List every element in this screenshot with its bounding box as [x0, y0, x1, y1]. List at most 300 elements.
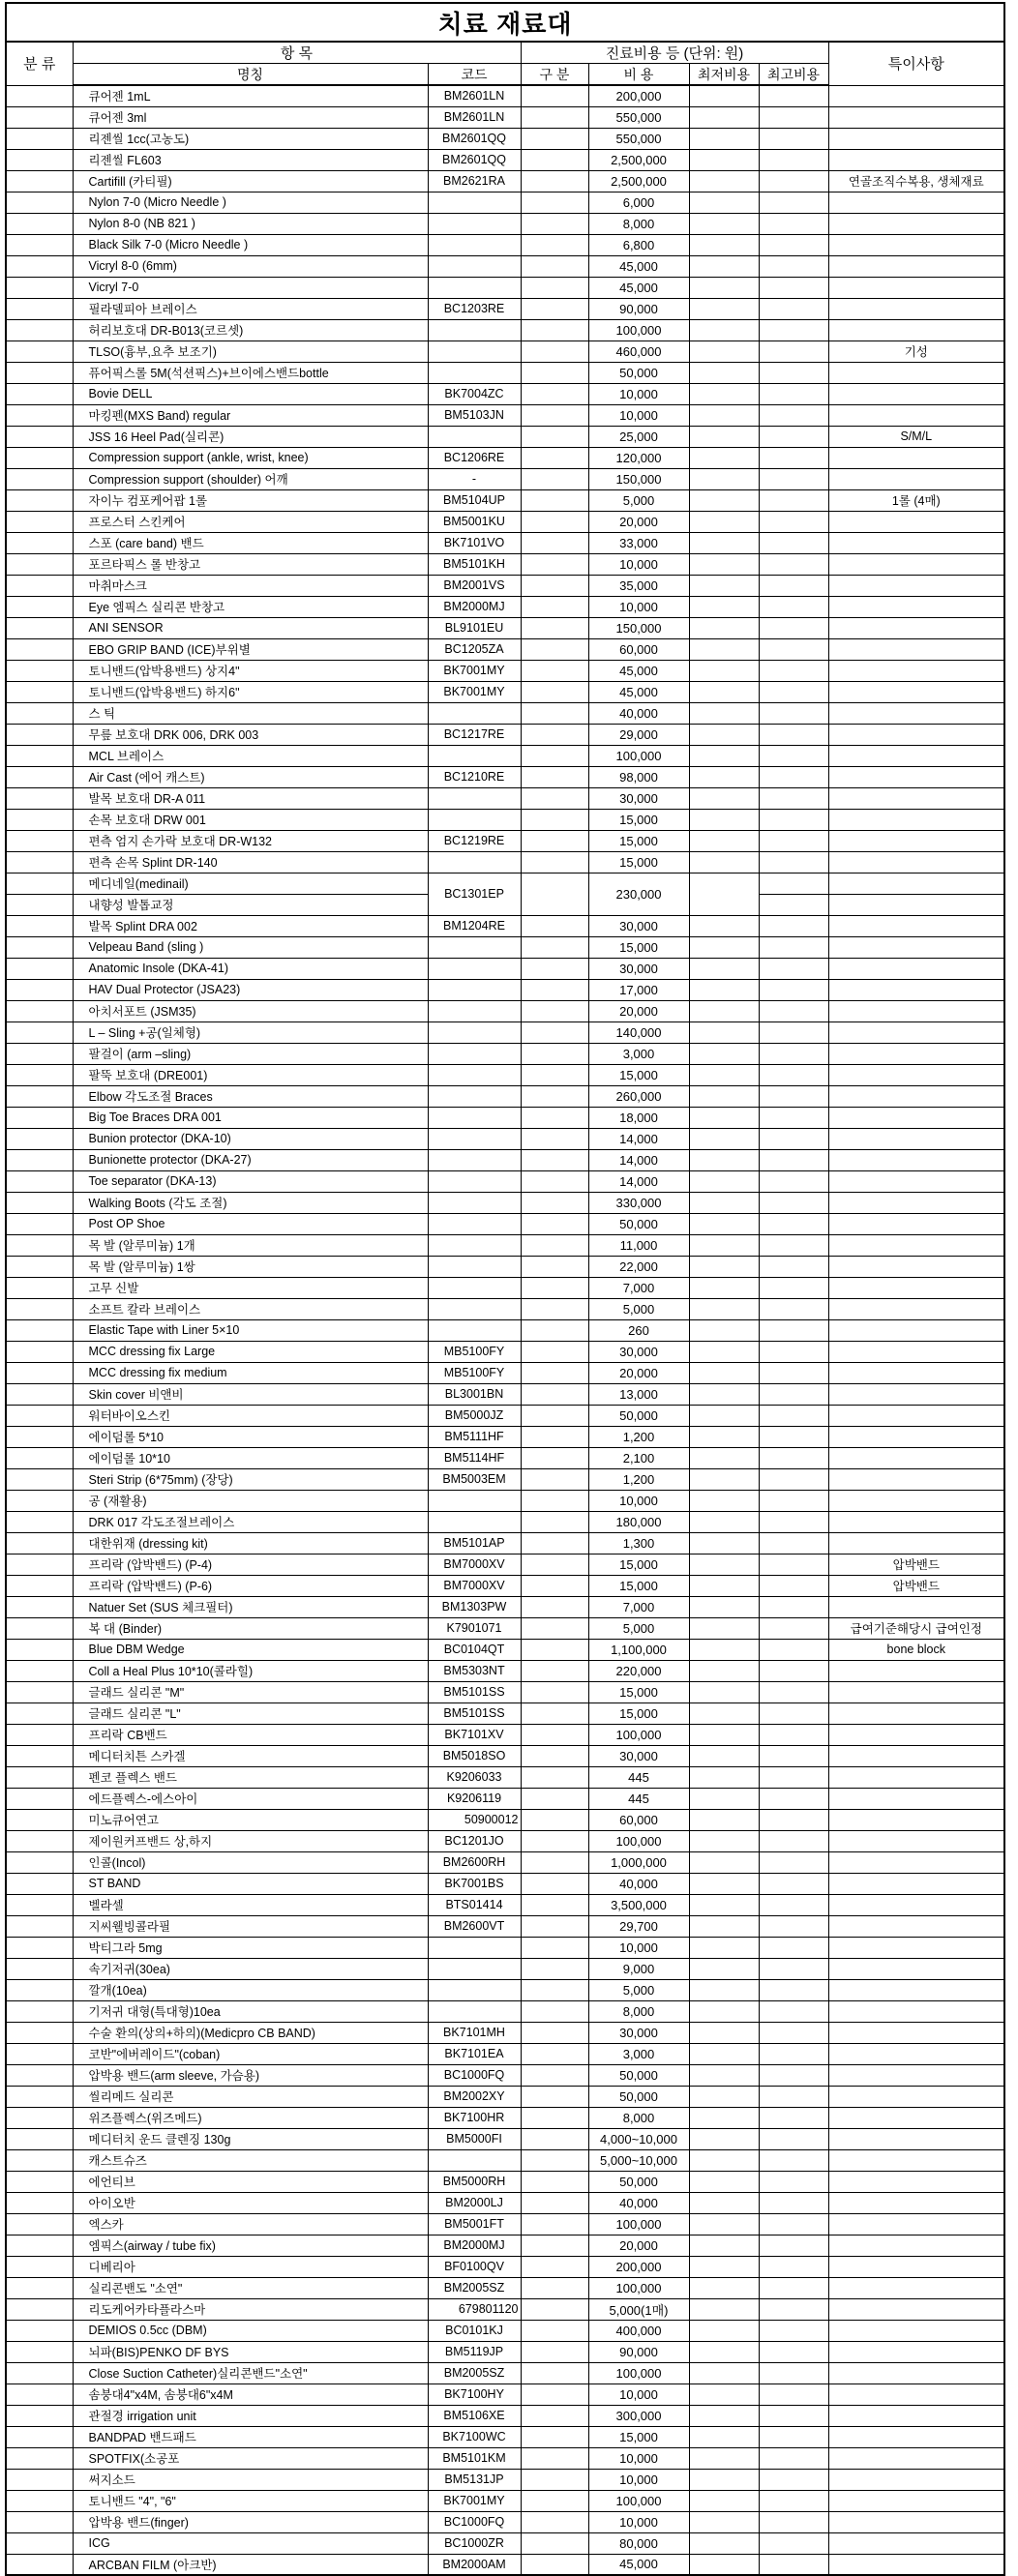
table-row — [6, 617, 1004, 638]
table-row — [6, 1532, 1004, 1554]
category-cell — [6, 787, 73, 809]
max-cost-cell — [759, 511, 828, 532]
notes-cell — [828, 1043, 1004, 1064]
cost-cell: 150,000 — [588, 617, 689, 638]
cost-cell: 29,000 — [588, 724, 689, 745]
min-cost-cell — [689, 2022, 759, 2043]
division-cell — [521, 2469, 588, 2490]
category-cell — [6, 2469, 73, 2490]
notes-cell — [828, 596, 1004, 617]
cost-cell: 3,000 — [588, 1043, 689, 1064]
item-name-cell: Compression support (shoulder) 어깨 — [73, 468, 428, 489]
division-cell — [521, 1298, 588, 1319]
column-header-code: 코드 — [428, 64, 521, 86]
division-cell — [521, 915, 588, 936]
min-cost-cell — [689, 255, 759, 277]
table-row — [6, 1639, 1004, 1660]
table-row — [6, 2405, 1004, 2426]
division-cell — [521, 277, 588, 298]
notes-cell — [828, 2532, 1004, 2554]
min-cost-cell — [689, 2341, 759, 2362]
table-row — [6, 1851, 1004, 1873]
max-cost-cell — [759, 298, 828, 319]
max-cost-cell — [759, 532, 828, 553]
min-cost-cell — [689, 468, 759, 489]
item-name-cell: 글래드 실리콘 "M" — [73, 1681, 428, 1703]
notes-cell — [828, 1234, 1004, 1256]
min-cost-cell — [689, 1703, 759, 1724]
table-row — [6, 85, 1004, 106]
division-cell — [521, 2128, 588, 2149]
table-row — [6, 1511, 1004, 1532]
division-cell — [521, 553, 588, 575]
max-cost-cell — [759, 617, 828, 638]
item-name-cell: 목 발 (알루미늄) 1개 — [73, 1234, 428, 1256]
item-name-cell: 에드플렉스-에스아이 — [73, 1788, 428, 1809]
item-name-cell: 스 틱 — [73, 702, 428, 724]
category-cell — [6, 1149, 73, 1170]
item-code-cell: BL3001BN — [428, 1383, 521, 1405]
max-cost-cell — [759, 1383, 828, 1405]
item-code-cell: BM5114HF — [428, 1447, 521, 1468]
table-row — [6, 681, 1004, 702]
notes-cell — [828, 298, 1004, 319]
min-cost-cell — [689, 2171, 759, 2192]
max-cost-cell — [759, 979, 828, 1000]
item-name-cell: 지씨웰빙콜라필 — [73, 1915, 428, 1937]
cost-cell: 14,000 — [588, 1170, 689, 1192]
category-cell — [6, 192, 73, 213]
max-cost-cell — [759, 341, 828, 362]
item-code-cell: BM2005SZ — [428, 2277, 521, 2298]
min-cost-cell — [689, 426, 759, 447]
item-name-cell: JSS 16 Heel Pad(실리콘) — [73, 426, 428, 447]
table-row — [6, 1319, 1004, 1341]
item-code-cell: BC1219RE — [428, 830, 521, 851]
item-name-cell: 마취마스크 — [73, 575, 428, 596]
table-row — [6, 255, 1004, 277]
min-cost-cell — [689, 1830, 759, 1851]
max-cost-cell — [759, 936, 828, 958]
item-code-cell: BC1301EP — [428, 873, 521, 915]
item-name-cell: ANI SENSOR — [73, 617, 428, 638]
item-name-cell: BANDPAD 밴드패드 — [73, 2426, 428, 2447]
division-cell — [521, 958, 588, 979]
category-cell — [6, 213, 73, 234]
max-cost-cell — [759, 319, 828, 341]
max-cost-cell — [759, 128, 828, 149]
cost-cell: 2,500,000 — [588, 170, 689, 192]
division-cell — [521, 660, 588, 681]
table-row — [6, 2149, 1004, 2171]
table-row — [6, 851, 1004, 873]
table-row — [6, 1277, 1004, 1298]
division-cell — [521, 1937, 588, 1958]
item-code-cell — [428, 1128, 521, 1149]
max-cost-cell — [759, 1170, 828, 1192]
category-cell — [6, 277, 73, 298]
item-name-cell: 큐어젠 1mL — [73, 85, 428, 106]
division-cell — [521, 2022, 588, 2043]
category-cell — [6, 2320, 73, 2341]
table-row — [6, 575, 1004, 596]
notes-cell — [828, 2256, 1004, 2277]
table-row — [6, 660, 1004, 681]
category-cell — [6, 2086, 73, 2107]
cost-cell: 100,000 — [588, 1830, 689, 1851]
category-cell — [6, 2405, 73, 2426]
item-code-cell: BM5000FI — [428, 2128, 521, 2149]
division-cell — [521, 404, 588, 426]
cost-cell: 10,000 — [588, 1937, 689, 1958]
item-code-cell — [428, 979, 521, 1000]
division-cell — [521, 1830, 588, 1851]
item-name-cell: 제이원커프밴드 상,하지 — [73, 1830, 428, 1851]
item-code-cell: BM5003EM — [428, 1468, 521, 1490]
max-cost-cell — [759, 1873, 828, 1894]
item-name-cell: MCC dressing fix Large — [73, 1341, 428, 1362]
division-cell — [521, 2405, 588, 2426]
division-cell — [521, 2490, 588, 2511]
table-row — [6, 2064, 1004, 2086]
cost-cell: 1,200 — [588, 1468, 689, 1490]
division-cell — [521, 1511, 588, 1532]
category-cell — [6, 894, 73, 915]
notes-cell — [828, 936, 1004, 958]
table-row — [6, 979, 1004, 1000]
min-cost-cell — [689, 1532, 759, 1554]
category-cell — [6, 2192, 73, 2213]
min-cost-cell — [689, 2086, 759, 2107]
item-name-cell: ARCBAN FILM (아크반) — [73, 2554, 428, 2575]
item-code-cell — [428, 1107, 521, 1128]
notes-cell — [828, 2086, 1004, 2107]
table-row — [6, 2128, 1004, 2149]
min-cost-cell — [689, 341, 759, 362]
min-cost-cell — [689, 724, 759, 745]
max-cost-cell — [759, 2469, 828, 2490]
notes-cell — [828, 2405, 1004, 2426]
min-cost-cell — [689, 511, 759, 532]
category-cell — [6, 617, 73, 638]
max-cost-cell — [759, 192, 828, 213]
notes-cell: 연골조직수복용, 생체재료 — [828, 170, 1004, 192]
notes-cell — [828, 1681, 1004, 1703]
notes-cell — [828, 192, 1004, 213]
category-cell — [6, 1064, 73, 1085]
division-cell — [521, 1405, 588, 1426]
max-cost-cell — [759, 2149, 828, 2171]
column-header-min-cost: 최저비용 — [689, 64, 759, 86]
notes-cell — [828, 2277, 1004, 2298]
item-name-cell: 공 (재활용) — [73, 1490, 428, 1511]
title-row — [6, 3, 1004, 42]
cost-cell: 2,100 — [588, 1447, 689, 1468]
item-code-cell — [428, 192, 521, 213]
cost-cell: 45,000 — [588, 255, 689, 277]
division-cell — [521, 1383, 588, 1405]
division-cell — [521, 2086, 588, 2107]
category-cell — [6, 362, 73, 383]
max-cost-cell — [759, 724, 828, 745]
division-cell — [521, 1213, 588, 1234]
max-cost-cell — [759, 575, 828, 596]
min-cost-cell — [689, 1000, 759, 1022]
table-row — [6, 319, 1004, 341]
table-row — [6, 745, 1004, 766]
division-cell — [521, 2362, 588, 2384]
category-cell — [6, 426, 73, 447]
category-cell — [6, 2171, 73, 2192]
max-cost-cell — [759, 1468, 828, 1490]
category-cell — [6, 1277, 73, 1298]
category-cell — [6, 660, 73, 681]
item-name-cell: 코반"에버레이드"(coban) — [73, 2043, 428, 2064]
item-code-cell: BM2002XY — [428, 2086, 521, 2107]
notes-cell — [828, 1256, 1004, 1277]
item-name-cell: Elbow 각도조절 Braces — [73, 1085, 428, 1107]
max-cost-cell — [759, 1766, 828, 1788]
max-cost-cell — [759, 1958, 828, 1979]
min-cost-cell — [689, 2447, 759, 2469]
table-row — [6, 1937, 1004, 1958]
notes-cell — [828, 1745, 1004, 1766]
item-name-cell: 실리콘밴도 "소연" — [73, 2277, 428, 2298]
notes-cell — [828, 468, 1004, 489]
notes-cell — [828, 1426, 1004, 1447]
table-row — [6, 1745, 1004, 1766]
notes-cell — [828, 1979, 1004, 2000]
category-cell — [6, 1192, 73, 1213]
min-cost-cell — [689, 1234, 759, 1256]
item-code-cell: BM2601LN — [428, 106, 521, 128]
table-row — [6, 2192, 1004, 2213]
division-cell — [521, 447, 588, 468]
cost-cell: 10,000 — [588, 2447, 689, 2469]
division-cell — [521, 1809, 588, 1830]
cost-cell: 6,000 — [588, 192, 689, 213]
item-code-cell: - — [428, 468, 521, 489]
item-name-cell: 메디터치튼 스카겔 — [73, 1745, 428, 1766]
category-cell — [6, 1107, 73, 1128]
item-name-cell: Anatomic Insole (DKA-41) — [73, 958, 428, 979]
max-cost-cell — [759, 2000, 828, 2022]
table-row — [6, 2532, 1004, 2554]
min-cost-cell — [689, 234, 759, 255]
division-cell — [521, 1788, 588, 1809]
max-cost-cell — [759, 553, 828, 575]
cost-cell: 14,000 — [588, 1149, 689, 1170]
table-row — [6, 2256, 1004, 2277]
max-cost-cell — [759, 1681, 828, 1703]
max-cost-cell — [759, 1000, 828, 1022]
category-cell — [6, 2426, 73, 2447]
category-cell — [6, 1383, 73, 1405]
table-row — [6, 213, 1004, 234]
item-name-cell: 편측 손목 Splint DR-140 — [73, 851, 428, 873]
cost-cell: 260,000 — [588, 1085, 689, 1107]
min-cost-cell — [689, 213, 759, 234]
item-name-cell: 편측 엄지 손가락 보호대 DR-W132 — [73, 830, 428, 851]
table-row — [6, 2490, 1004, 2511]
item-code-cell: BM7000XV — [428, 1554, 521, 1575]
division-cell — [521, 681, 588, 702]
max-cost-cell — [759, 2128, 828, 2149]
division-cell — [521, 2000, 588, 2022]
min-cost-cell — [689, 1596, 759, 1617]
division-cell — [521, 170, 588, 192]
category-cell — [6, 1660, 73, 1681]
category-cell — [6, 1745, 73, 1766]
item-name-cell: 프리락 (압박밴드) (P-6) — [73, 1575, 428, 1596]
cost-cell: 1,100,000 — [588, 1639, 689, 1660]
table-row — [6, 936, 1004, 958]
min-cost-cell — [689, 745, 759, 766]
notes-cell: S/M/L — [828, 426, 1004, 447]
max-cost-cell — [759, 1043, 828, 1064]
division-cell — [521, 873, 588, 915]
category-cell — [6, 1511, 73, 1532]
division-cell — [521, 1043, 588, 1064]
item-name-cell: Big Toe Braces DRA 001 — [73, 1107, 428, 1128]
cost-cell: 50,000 — [588, 1405, 689, 1426]
item-code-cell: BK7101EA — [428, 2043, 521, 2064]
item-code-cell: BM5119JP — [428, 2341, 521, 2362]
item-name-cell: 써지소드 — [73, 2469, 428, 2490]
notes-cell — [828, 2298, 1004, 2320]
category-cell — [6, 2149, 73, 2171]
max-cost-cell — [759, 1213, 828, 1234]
column-header-division: 구 분 — [521, 64, 588, 86]
item-code-cell: 50900012 — [428, 1809, 521, 1830]
max-cost-cell — [759, 2384, 828, 2405]
item-code-cell: BM5000JZ — [428, 1405, 521, 1426]
cost-cell: 35,000 — [588, 575, 689, 596]
min-cost-cell — [689, 2362, 759, 2384]
item-code-cell: BM5101SS — [428, 1703, 521, 1724]
table-row — [6, 2086, 1004, 2107]
notes-cell — [828, 2447, 1004, 2469]
notes-cell: bone block — [828, 1639, 1004, 1660]
table-row — [6, 447, 1004, 468]
item-code-cell: BK7100HR — [428, 2107, 521, 2128]
cost-cell: 80,000 — [588, 2532, 689, 2554]
category-cell — [6, 2256, 73, 2277]
table-row — [6, 149, 1004, 170]
notes-cell — [828, 1022, 1004, 1043]
min-cost-cell — [689, 1490, 759, 1511]
division-cell — [521, 2426, 588, 2447]
cost-cell: 50,000 — [588, 2171, 689, 2192]
item-code-cell: BM5101SS — [428, 1681, 521, 1703]
max-cost-cell — [759, 2511, 828, 2532]
notes-cell — [828, 681, 1004, 702]
table-row — [6, 1192, 1004, 1213]
cost-cell: 100,000 — [588, 2277, 689, 2298]
min-cost-cell — [689, 1192, 759, 1213]
category-cell — [6, 511, 73, 532]
division-cell — [521, 1170, 588, 1192]
item-name-cell: 무릎 보호대 DRK 006, DRK 003 — [73, 724, 428, 745]
max-cost-cell — [759, 2107, 828, 2128]
category-cell — [6, 575, 73, 596]
division-cell — [521, 1724, 588, 1745]
division-cell — [521, 234, 588, 255]
category-cell — [6, 915, 73, 936]
division-cell — [521, 511, 588, 532]
notes-cell — [828, 277, 1004, 298]
item-code-cell — [428, 1064, 521, 1085]
notes-cell: 압박밴드 — [828, 1575, 1004, 1596]
division-cell — [521, 1915, 588, 1937]
item-code-cell: K7901071 — [428, 1617, 521, 1639]
table-row — [6, 1681, 1004, 1703]
max-cost-cell — [759, 1788, 828, 1809]
notes-cell — [828, 787, 1004, 809]
category-cell — [6, 2490, 73, 2511]
category-cell — [6, 106, 73, 128]
min-cost-cell — [689, 1383, 759, 1405]
item-code-cell: BM5106XE — [428, 2405, 521, 2426]
division-cell — [521, 745, 588, 766]
item-name-cell: 워터바이오스킨 — [73, 1405, 428, 1426]
table-row — [6, 404, 1004, 426]
notes-cell — [828, 915, 1004, 936]
item-name-cell: 에이덤롤 10*10 — [73, 1447, 428, 1468]
cost-cell: 120,000 — [588, 447, 689, 468]
table-row — [6, 468, 1004, 489]
item-name-cell: ICG — [73, 2532, 428, 2554]
table-row — [6, 830, 1004, 851]
item-code-cell: BM5101KH — [428, 553, 521, 575]
division-cell — [521, 426, 588, 447]
category-cell — [6, 2000, 73, 2022]
category-cell — [6, 1703, 73, 1724]
item-code-cell — [428, 1511, 521, 1532]
min-cost-cell — [689, 2149, 759, 2171]
division-cell — [521, 2320, 588, 2341]
cost-cell: 5,000(1매) — [588, 2298, 689, 2320]
division-cell — [521, 830, 588, 851]
max-cost-cell — [759, 2043, 828, 2064]
item-code-cell — [428, 851, 521, 873]
min-cost-cell — [689, 2128, 759, 2149]
division-cell — [521, 2192, 588, 2213]
cost-cell: 40,000 — [588, 1873, 689, 1894]
division-cell — [521, 1766, 588, 1788]
notes-cell — [828, 660, 1004, 681]
table-row — [6, 1022, 1004, 1043]
notes-cell — [828, 617, 1004, 638]
min-cost-cell — [689, 2213, 759, 2235]
min-cost-cell — [689, 277, 759, 298]
notes-cell — [828, 1788, 1004, 1809]
min-cost-cell — [689, 2192, 759, 2213]
division-cell — [521, 468, 588, 489]
notes-cell — [828, 1894, 1004, 1915]
item-name-cell: Bunion protector (DKA-10) — [73, 1128, 428, 1149]
notes-cell — [828, 447, 1004, 468]
item-name-cell: Blue DBM Wedge — [73, 1639, 428, 1660]
item-code-cell: K9206033 — [428, 1766, 521, 1788]
item-name-cell: 고무 신발 — [73, 1277, 428, 1298]
category-cell — [6, 1319, 73, 1341]
notes-cell — [828, 724, 1004, 745]
item-name-cell: 큐어젠 3ml — [73, 106, 428, 128]
category-cell — [6, 2362, 73, 2384]
item-name-cell: 솜붕대4"x4M, 솜붕대6"x4M — [73, 2384, 428, 2405]
table-row — [6, 511, 1004, 532]
